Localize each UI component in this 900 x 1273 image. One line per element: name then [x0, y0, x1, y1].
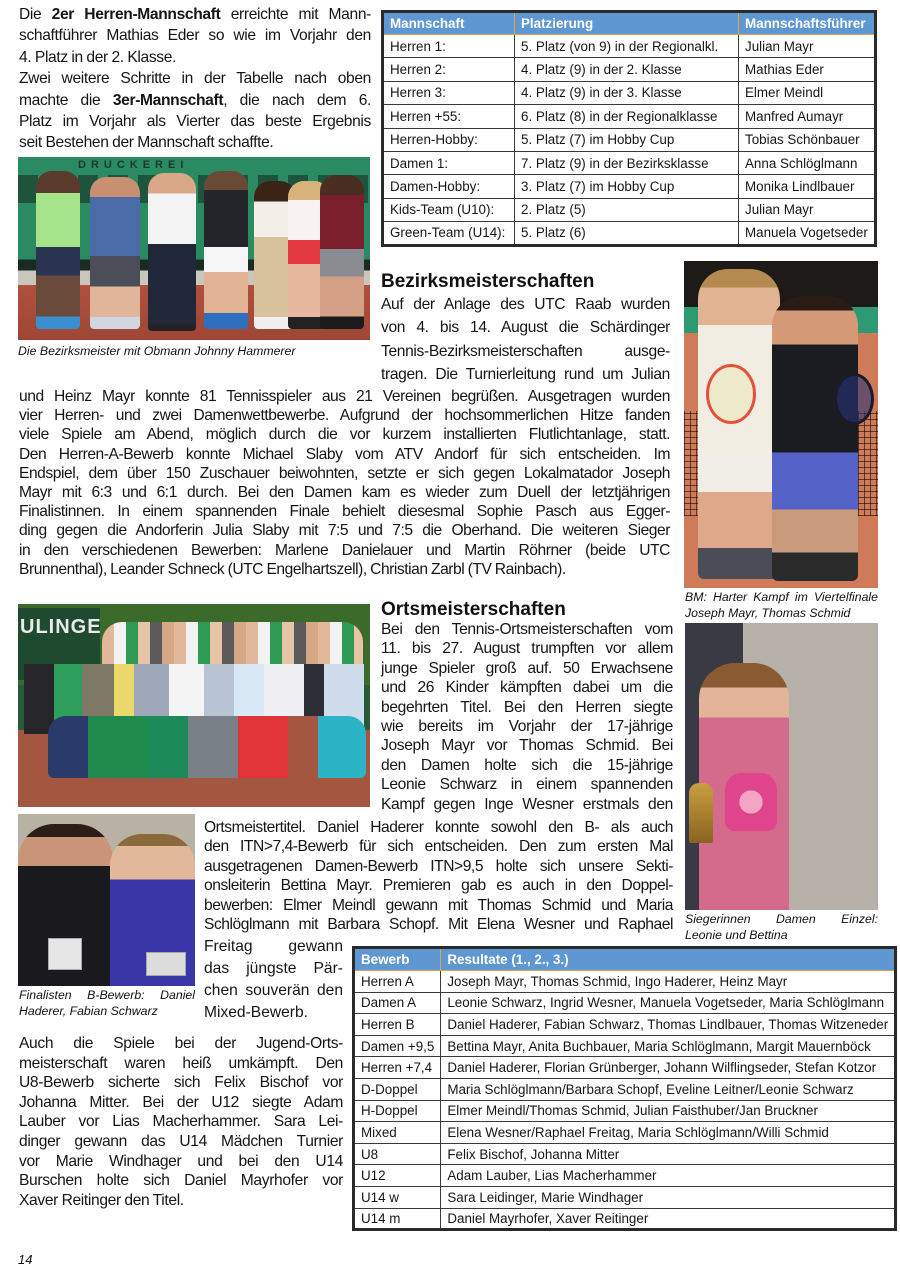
cell-results: Daniel Haderer, Florian Grünberger, Johann Wilflingseder, Stefan Kotzor [441, 1057, 896, 1079]
text-line: Lauber vor Lias Macherhammer. Sara Lei- [19, 1113, 343, 1131]
cell-team: Herren 2: [383, 58, 515, 81]
cell-results: Felix Bischof, Johanna Mitter [441, 1143, 896, 1165]
text-line [19, 47, 371, 68]
text-line: Johanna Mitter. Bei der U12 siegte Adam [19, 1093, 343, 1111]
text-line: Endspiel, dem über 150 Zuschauer beiwohnten, setzte er sich gegen Lokalmatador Joseph [19, 464, 670, 482]
text-line: das jüngste Pär- [204, 960, 343, 977]
page-number: 14 [18, 1252, 33, 1267]
text-line: bewerben: Elmer Meindl gewann mit Thomas Schmid und Maria [204, 896, 673, 914]
text-line: chen souverän den [204, 982, 343, 999]
cell-results: Maria Schlöglmann/Barbara Schopf, Eveline Leitner/Leonie Schwarz [441, 1078, 896, 1100]
caption-viertelfinale [685, 589, 878, 621]
text-line: Auf der Anlage des UTC Raab wurden [381, 296, 670, 313]
text-line: tragen. Die Turnierleitung rund um Julian [381, 366, 670, 384]
orts-paragraph-mid [204, 818, 673, 934]
table-row [354, 992, 896, 1014]
orts-paragraph-column [381, 620, 673, 814]
table-row [383, 58, 876, 81]
cell-captain: Monika Lindlbauer [739, 175, 876, 198]
text-line: Freitag gewann [204, 938, 343, 955]
table-row [383, 128, 876, 151]
text-line: Bei den Tennis-Ortsmeisterschaften vom [381, 621, 673, 638]
text-line: vier Herren- und zwei Damenwettbewerbe. Aufgrund der hochsommerlichen Hitze fanden [19, 407, 670, 425]
table-row [354, 1122, 896, 1144]
cell-results: Bettina Mayr, Anita Buchbauer, Maria Schlöglmann, Margit Mauernböck [441, 1035, 896, 1057]
text-line: dinger gewann das U14 Mädchen Turnier [19, 1132, 343, 1150]
sign-druckerei: DRUCKEREI [78, 159, 189, 171]
cell-team: Green-Team (U14): [383, 222, 515, 245]
cell-captain: Manfred Aumayr [739, 105, 876, 128]
kids-row-front [48, 716, 366, 778]
cell-placement: 6. Platz (8) in der Regionalklasse [515, 105, 739, 128]
cell-team: Herren 1: [383, 35, 515, 58]
caption-line: Finalisten B-Bewerb: Daniel [19, 988, 195, 1002]
youth-paragraph [19, 1034, 343, 1210]
caption-finalisten [19, 987, 195, 1019]
text-line: onsleiterin Bettina Mayr. Premieren gab es auch in den Doppel- [204, 877, 673, 895]
text-line: den ITN>7,4-Bewerb für sich entscheiden. Den zum ersten Mal [204, 838, 673, 856]
person-bettina [785, 631, 878, 910]
person [90, 177, 140, 329]
bezirk-paragraph-narrow [381, 293, 670, 387]
table-row [354, 1100, 896, 1122]
text-run: seit Bestehen der Mannschaft schaffte. [19, 134, 274, 152]
text-line: wie bereits im Vorjahr der 17-jährige [381, 718, 673, 736]
cell-results: Elena Wesner/Raphael Freitag, Maria Schlöglmann/Willi Schmid [441, 1122, 896, 1144]
text-line: meisterschaft waren heiß umkämpft. Den [19, 1054, 343, 1072]
results-table-header-row [354, 948, 896, 971]
text-line: viele Spiele am Abend, möglich durch die vor kurzem installierten Flutlichtanlage, statt. [19, 426, 670, 444]
cell-placement: 4. Platz (9) in der 3. Klasse [515, 81, 739, 104]
person-thomas-schmid [772, 296, 858, 581]
text-line [19, 111, 371, 132]
person [204, 171, 248, 329]
cell-team: Kids-Team (U10): [383, 198, 515, 221]
racket-blue [834, 373, 874, 425]
cell-results: Daniel Haderer, Fabian Schwarz, Thomas Lindlbauer, Thomas Witzeneder [441, 1014, 896, 1036]
table-row [383, 35, 876, 58]
heading-ortsmeisterschaften: Ortsmeisterschaften [381, 599, 566, 620]
table-row [354, 971, 896, 993]
results-table [352, 946, 897, 1231]
cell-team: Herren-Hobby: [383, 128, 515, 151]
text-line: Xaver Reitinger den Titel. [19, 1191, 184, 1209]
sign-text: ULINGE [20, 616, 102, 638]
text-line: Ortsmeistertitel. Daniel Haderer konnte sowohl den B- als auch [204, 819, 673, 836]
header-mannschaftsfuehrer: Mannschaftsführer [739, 12, 876, 35]
cell-placement: 5. Platz (7) im Hobby Cup [515, 128, 739, 151]
header-bewerb: Bewerb [354, 948, 441, 971]
cell-captain: Julian Mayr [739, 198, 876, 221]
flowers [725, 773, 777, 831]
person [36, 171, 80, 329]
text-line: Tennis-Bezirksmeisterschaften ausge- [381, 342, 670, 360]
text-line [19, 68, 371, 89]
text-line: ausgetragenen Damen-Bewerb ITN>9,5 holte sich unsere Sekti- [204, 857, 673, 875]
text-line: Schlöglmann mit Barbara Schopf. Mit Elena Wesner und Raphael [204, 916, 673, 934]
table-row [383, 198, 876, 221]
text-line: Mixed-Bewerb. [204, 1004, 308, 1021]
heading-bezirksmeisterschaften: Bezirksmeisterschaften [381, 271, 595, 292]
cell-event: U14 m [354, 1208, 441, 1230]
racket-red [706, 364, 756, 424]
cell-placement: 5. Platz (von 9) in der Regionalkl. [515, 35, 739, 58]
photo-finalisten [18, 814, 195, 986]
cell-results: Adam Lauber, Lias Macherhammer [441, 1165, 896, 1187]
text-run: machte die [19, 91, 113, 109]
text-line: Burschen holte sich Daniel Mayrhofer vor [19, 1172, 343, 1190]
text-run: Zwei weitere Schritte in der Tabelle nach oben [19, 70, 371, 88]
text-line: Brunnenthal), Leander Schneck (UTC Engelhartszell), Christian Zarbl (TV Rainbach). [19, 560, 566, 578]
cell-event: Damen +9,5 [354, 1035, 441, 1057]
text-line: U8-Bewerb sicherte sich Felix Bischof vor [19, 1074, 343, 1092]
cell-event: H-Doppel [354, 1100, 441, 1122]
cell-placement: 4. Platz (9) in der 2. Klasse [515, 58, 739, 81]
cell-event: Herren A [354, 971, 441, 993]
header-mannschaft: Mannschaft [383, 12, 515, 35]
team-table-header-row [383, 12, 876, 35]
bold-team-name: 2er Herren-Mannschaft [51, 6, 221, 23]
table-row [354, 1078, 896, 1100]
bezirk-paragraph-wide [19, 387, 670, 579]
table-row [383, 151, 876, 174]
cell-placement: 2. Platz (5) [515, 198, 739, 221]
cell-team: Damen 1: [383, 151, 515, 174]
cell-event: Mixed [354, 1122, 441, 1144]
table-row [354, 1035, 896, 1057]
cell-captain: Julian Mayr [739, 35, 876, 58]
cell-captain: Tobias Schönbauer [739, 128, 876, 151]
text-line: vor Marie Windhager und bei den U14 [19, 1152, 343, 1170]
cell-placement: 3. Platz (7) im Hobby Cup [515, 175, 739, 198]
trophy [689, 783, 713, 843]
text-line: Kampf gegen Inge Wesner erstmals den [381, 795, 673, 813]
cell-event: D-Doppel [354, 1078, 441, 1100]
cell-results: Sara Leidinger, Marie Windhager [441, 1186, 896, 1208]
header-platzierung: Platzierung [515, 12, 739, 35]
text-run: schaftführer Mathias Eder so wie im Vorjahr den [19, 27, 371, 45]
orts-paragraph-small [204, 936, 343, 1024]
table-row [354, 1057, 896, 1079]
text-run: Platz im Vorjahr als Vierter das beste Ergebnis [19, 113, 371, 131]
cell-captain: Elmer Meindl [739, 81, 876, 104]
text-line: Mayr mit 6:3 und 6:1 durch. Bei den Damen kam es wieder zum Duell der letztjährigen [19, 484, 670, 502]
person [320, 175, 364, 329]
cell-results: Elmer Meindl/Thomas Schmid, Julian Faisthuber/Jan Bruckner [441, 1100, 896, 1122]
text-run: erreichte mit Mann- [220, 6, 371, 23]
table-row [354, 1014, 896, 1036]
photo-jugend-group [18, 604, 370, 807]
text-run: Die [19, 6, 52, 23]
text-line: Den Herren-A-Bewerb konnte Michael Slaby vom ATV Andorf für sich entscheiden. Im [19, 445, 670, 463]
text-run: , die nach dem 6. [223, 91, 371, 109]
text-line: junge Spieler groß auf. 50 Erwachsene [381, 659, 673, 677]
text-line [19, 25, 371, 46]
caption-line: Leonie und Bettina [685, 928, 788, 942]
cell-event: U14 w [354, 1186, 441, 1208]
bold-team-name: 3er-Mannschaft [112, 91, 224, 109]
text-line: und Heinz Mayr konnte 81 Tennisspieler aus 21 Vereinen begrüßen. Ausgetragen wurden [19, 388, 670, 405]
cell-results: Leonie Schwarz, Ingrid Wesner, Manuela Vogetseder, Maria Schlöglmann [441, 992, 896, 1014]
header-resultate: Resultate (1., 2., 3.) [441, 948, 896, 971]
caption-line: Haderer, Fabian Schwarz [19, 1004, 158, 1018]
photo-viertelfinale [684, 261, 878, 588]
cell-team: Damen-Hobby: [383, 175, 515, 198]
table-row [354, 1186, 896, 1208]
person-joseph-mayr [698, 269, 780, 579]
photo-siegerinnen [685, 623, 878, 910]
photo-bezirksmeister-group [18, 157, 370, 340]
text-line [19, 4, 371, 25]
cell-team: Herren 3: [383, 81, 515, 104]
cell-event: Herren B [354, 1014, 441, 1036]
table-row [354, 1143, 896, 1165]
cell-results: Daniel Mayrhofer, Xaver Reitinger [441, 1208, 896, 1230]
text-line: von 4. bis 14. August die Schärdinger [381, 319, 670, 337]
intro-paragraph [19, 4, 371, 154]
prize-box [48, 938, 82, 970]
cell-event: U8 [354, 1143, 441, 1165]
cell-event: Damen A [354, 992, 441, 1014]
text-line [19, 90, 371, 111]
caption-line: Joseph Mayr, Thomas Schmid [685, 606, 851, 620]
table-row [354, 1165, 896, 1187]
text-line: begehrten Titel. Bei den Herren siegte [381, 698, 673, 716]
table-row [383, 175, 876, 198]
text-line: Auch die Spiele bei der Jugend-Orts- [19, 1035, 343, 1052]
caption-line: BM: Harter Kampf im Viertelfinale [685, 590, 878, 604]
team-standings-table [381, 10, 877, 247]
text-run: 4. Platz in der 2. Klasse. [19, 48, 177, 66]
caption-line: Siegerinnen Damen Einzel: [685, 912, 878, 926]
text-line: den Damen holte sich die 15-jährige [381, 756, 673, 774]
cell-captain: Mathias Eder [739, 58, 876, 81]
cell-placement: 5. Platz (6) [515, 222, 739, 245]
cell-placement: 7. Platz (9) in der Bezirksklasse [515, 151, 739, 174]
caption-bezirksmeister: Die Bezirksmeister mit Obmann Johnny Hammerer [18, 344, 296, 358]
text-line: Joseph Mayr vor Thomas Schmid. Bei [381, 737, 673, 755]
cell-captain: Manuela Vogetseder [739, 222, 876, 245]
text-line: in den verschiedenen Bewerben: Marlene Danielauer und Martin Röhrner (beide UTC [19, 541, 670, 559]
text-line: und 26 Kinder kämpften dabei um die [381, 679, 673, 697]
caption-siegerinnen [685, 911, 878, 943]
table-row [383, 222, 876, 245]
prize-box [146, 952, 186, 976]
cell-team: Herren +55: [383, 105, 515, 128]
cell-event: U12 [354, 1165, 441, 1187]
table-row [354, 1208, 896, 1230]
cell-captain: Anna Schlöglmann [739, 151, 876, 174]
table-row [383, 105, 876, 128]
text-line [19, 132, 371, 153]
text-line: 11. bis 27. August trumpften vor allem [381, 640, 673, 658]
text-line: Leonie Schwarz in einem spannenden [381, 776, 673, 794]
text-line: ding gegen die Andorferin Julia Slaby mit 7:5 und 7:5 die Oberhand. Die weiteren Sieger [19, 522, 670, 540]
person [148, 173, 196, 331]
cell-results: Joseph Mayr, Thomas Schmid, Ingo Haderer, Heinz Mayr [441, 971, 896, 993]
table-row [383, 81, 876, 104]
cell-event: Herren +7,4 [354, 1057, 441, 1079]
text-line: Finalistinnen. In einem spannenden Finale behielt diesesmal Sophie Pasch aus Egger- [19, 503, 670, 521]
